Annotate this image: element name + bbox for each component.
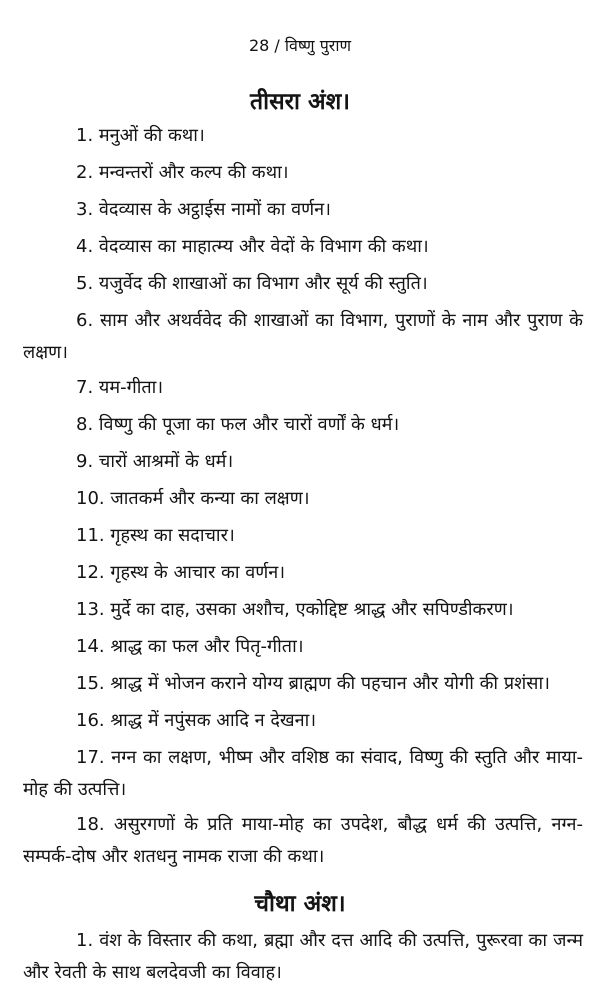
list-item: 4. वेदव्यास का माहात्म्य और वेदों के विभाग की कथा। [76,236,429,257]
list-item: 5. यजुर्वेद की शाखाओं का विभाग और सूर्य की स्तुति। [76,273,428,294]
list-item: 3. वेदव्यास के अट्ठाईस नामों का वर्णन। [76,199,331,220]
list-item: 9. चारों आश्रमों के धर्म। [76,451,234,472]
list-item: 13. मुर्दे का दाह, उसका अशौच, एकोद्दिष्ट श्राद्ध और सपिण्डीकरण। [76,599,514,620]
list-item: 12. गृहस्थ के आचार का वर्णन। [76,562,286,583]
section-heading-part4: चौथा अंश। [254,891,346,917]
list-item: 10. जातकर्म और कन्या का लक्षण। [76,488,310,509]
list-item: 15. श्राद्ध में भोजन कराने योग्य ब्राह्मण की पहचान और योगी की प्रशंसा। [76,673,550,694]
section-heading-part3: तीसरा अंश। [250,89,350,115]
list-item: 18. असुरगणों के प्रति माया-मोह का उपदेश, बौद्ध धर्म की उत्पत्ति, नग्न-सम्पर्क-दोष और शतधनु नामक राजा की कथा। [23,814,583,867]
list-item: 16. श्राद्ध में नपुंसक आदि न देखना। [76,710,317,731]
list-item: 6. साम और अथर्ववेद की शाखाओं का विभाग, पुराणों के नाम और पुराण के लक्षण। [23,310,583,363]
list-item: 1. मनुओं की कथा। [76,125,205,146]
list-item: 1. वंश के विस्तार की कथा, ब्रह्मा और दत्त आदि की उत्पत्ति, पुरूरवा का जन्म और रेवती के साथ बलदेवजी का विवाह। [23,930,583,983]
list-item: 7. यम-गीता। [76,377,164,398]
list-item: 11. गृहस्थ का सदाचार। [76,525,235,546]
list-item: 17. नग्न का लक्षण, भीष्म और वशिष्ठ का संवाद, विष्णु की स्तुति और माया-मोह की उत्पत्ति। [23,747,583,800]
list-item: 14. श्राद्ध का फल और पितृ-गीता। [76,636,304,657]
list-item: 2. मन्वन्तरों और कल्प की कथा। [76,162,289,183]
running-header: 28 / विष्णु पुराण [248,36,352,55]
list-item: 8. विष्णु की पूजा का फल और चारों वर्णों के धर्म। [76,414,400,435]
